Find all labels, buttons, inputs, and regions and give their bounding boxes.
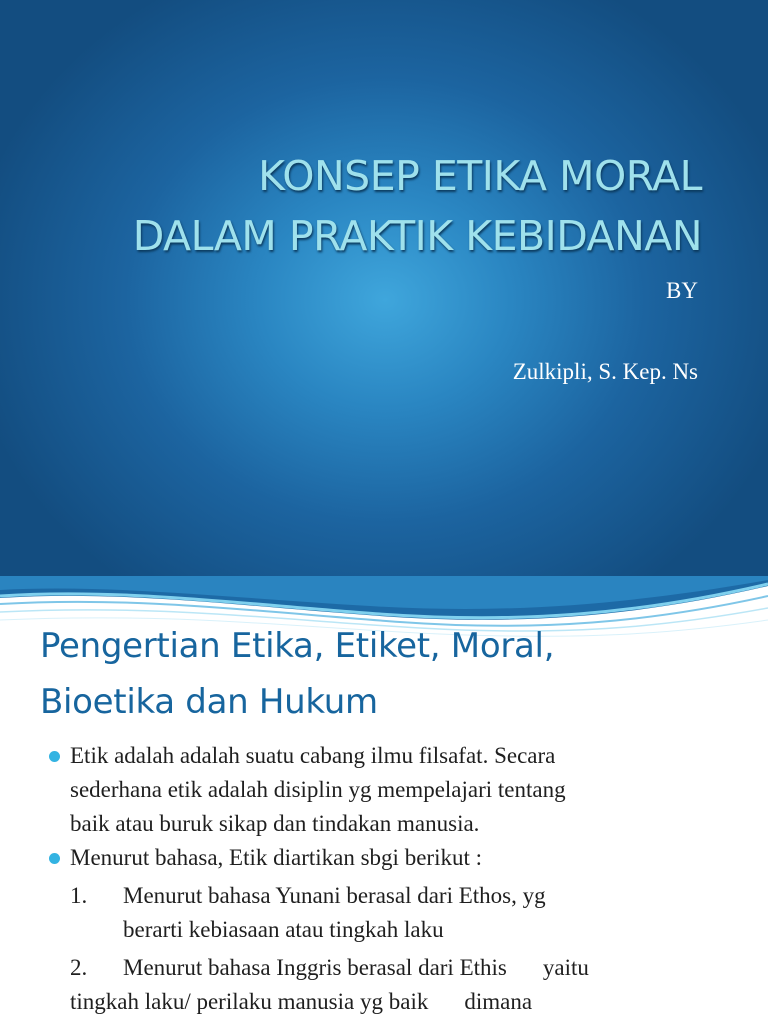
numbered-text-segment: dimana	[464, 989, 533, 1014]
item-number: 1.	[70, 883, 88, 908]
numbered-text-segment: Menurut bahasa Inggris berasal dari Ethis	[123, 955, 507, 980]
numbered-item	[46, 951, 746, 1019]
bullet-dot-icon	[49, 751, 60, 762]
bullet-dot-icon	[49, 853, 60, 864]
bullet-item	[46, 739, 746, 841]
item-number: 2.	[70, 955, 88, 980]
heading-line-2: Bioetika dan Hukum	[40, 682, 378, 722]
bullet-text-line: Etik adalah adalah suatu cabang ilmu filsafat. Secara	[70, 743, 556, 768]
content-body	[46, 739, 746, 1019]
bullet-text-line: sederhana etik adalah disiplin yg mempelajari tentang	[70, 777, 566, 802]
bullet-item	[46, 841, 746, 875]
numbered-text-segment: tingkah laku/ perilaku manusia yg baik	[70, 989, 429, 1014]
bullet-text-line: baik atau buruk sikap dan tindakan manusia.	[70, 811, 480, 836]
bullet-text-line: Menurut bahasa, Etik diartikan sbgi berikut :	[70, 845, 482, 870]
numbered-item	[46, 879, 746, 947]
by-label: BY	[666, 278, 698, 303]
title-line-1: KONSEP ETIKA MORAL	[258, 152, 702, 200]
numbered-text-segment: yaitu	[542, 955, 589, 980]
heading-line-1: Pengertian Etika, Etiket, Moral,	[40, 626, 555, 666]
content-slide	[0, 576, 768, 1024]
author-name: Zulkipli, S. Kep. Ns	[512, 359, 698, 384]
numbered-text-line	[70, 951, 746, 985]
numbered-text-line	[70, 985, 746, 1019]
content-slide-heading	[40, 618, 554, 730]
title-line-2: DALAM PRAKTIK KEBIDANAN	[132, 212, 702, 260]
title-slide-heading	[133, 146, 702, 266]
numbered-text-line: Menurut bahasa Yunani berasal dari Ethos, yg	[123, 883, 546, 908]
numbered-text-line: berarti kebiasaan atau tingkah laku	[123, 917, 444, 942]
